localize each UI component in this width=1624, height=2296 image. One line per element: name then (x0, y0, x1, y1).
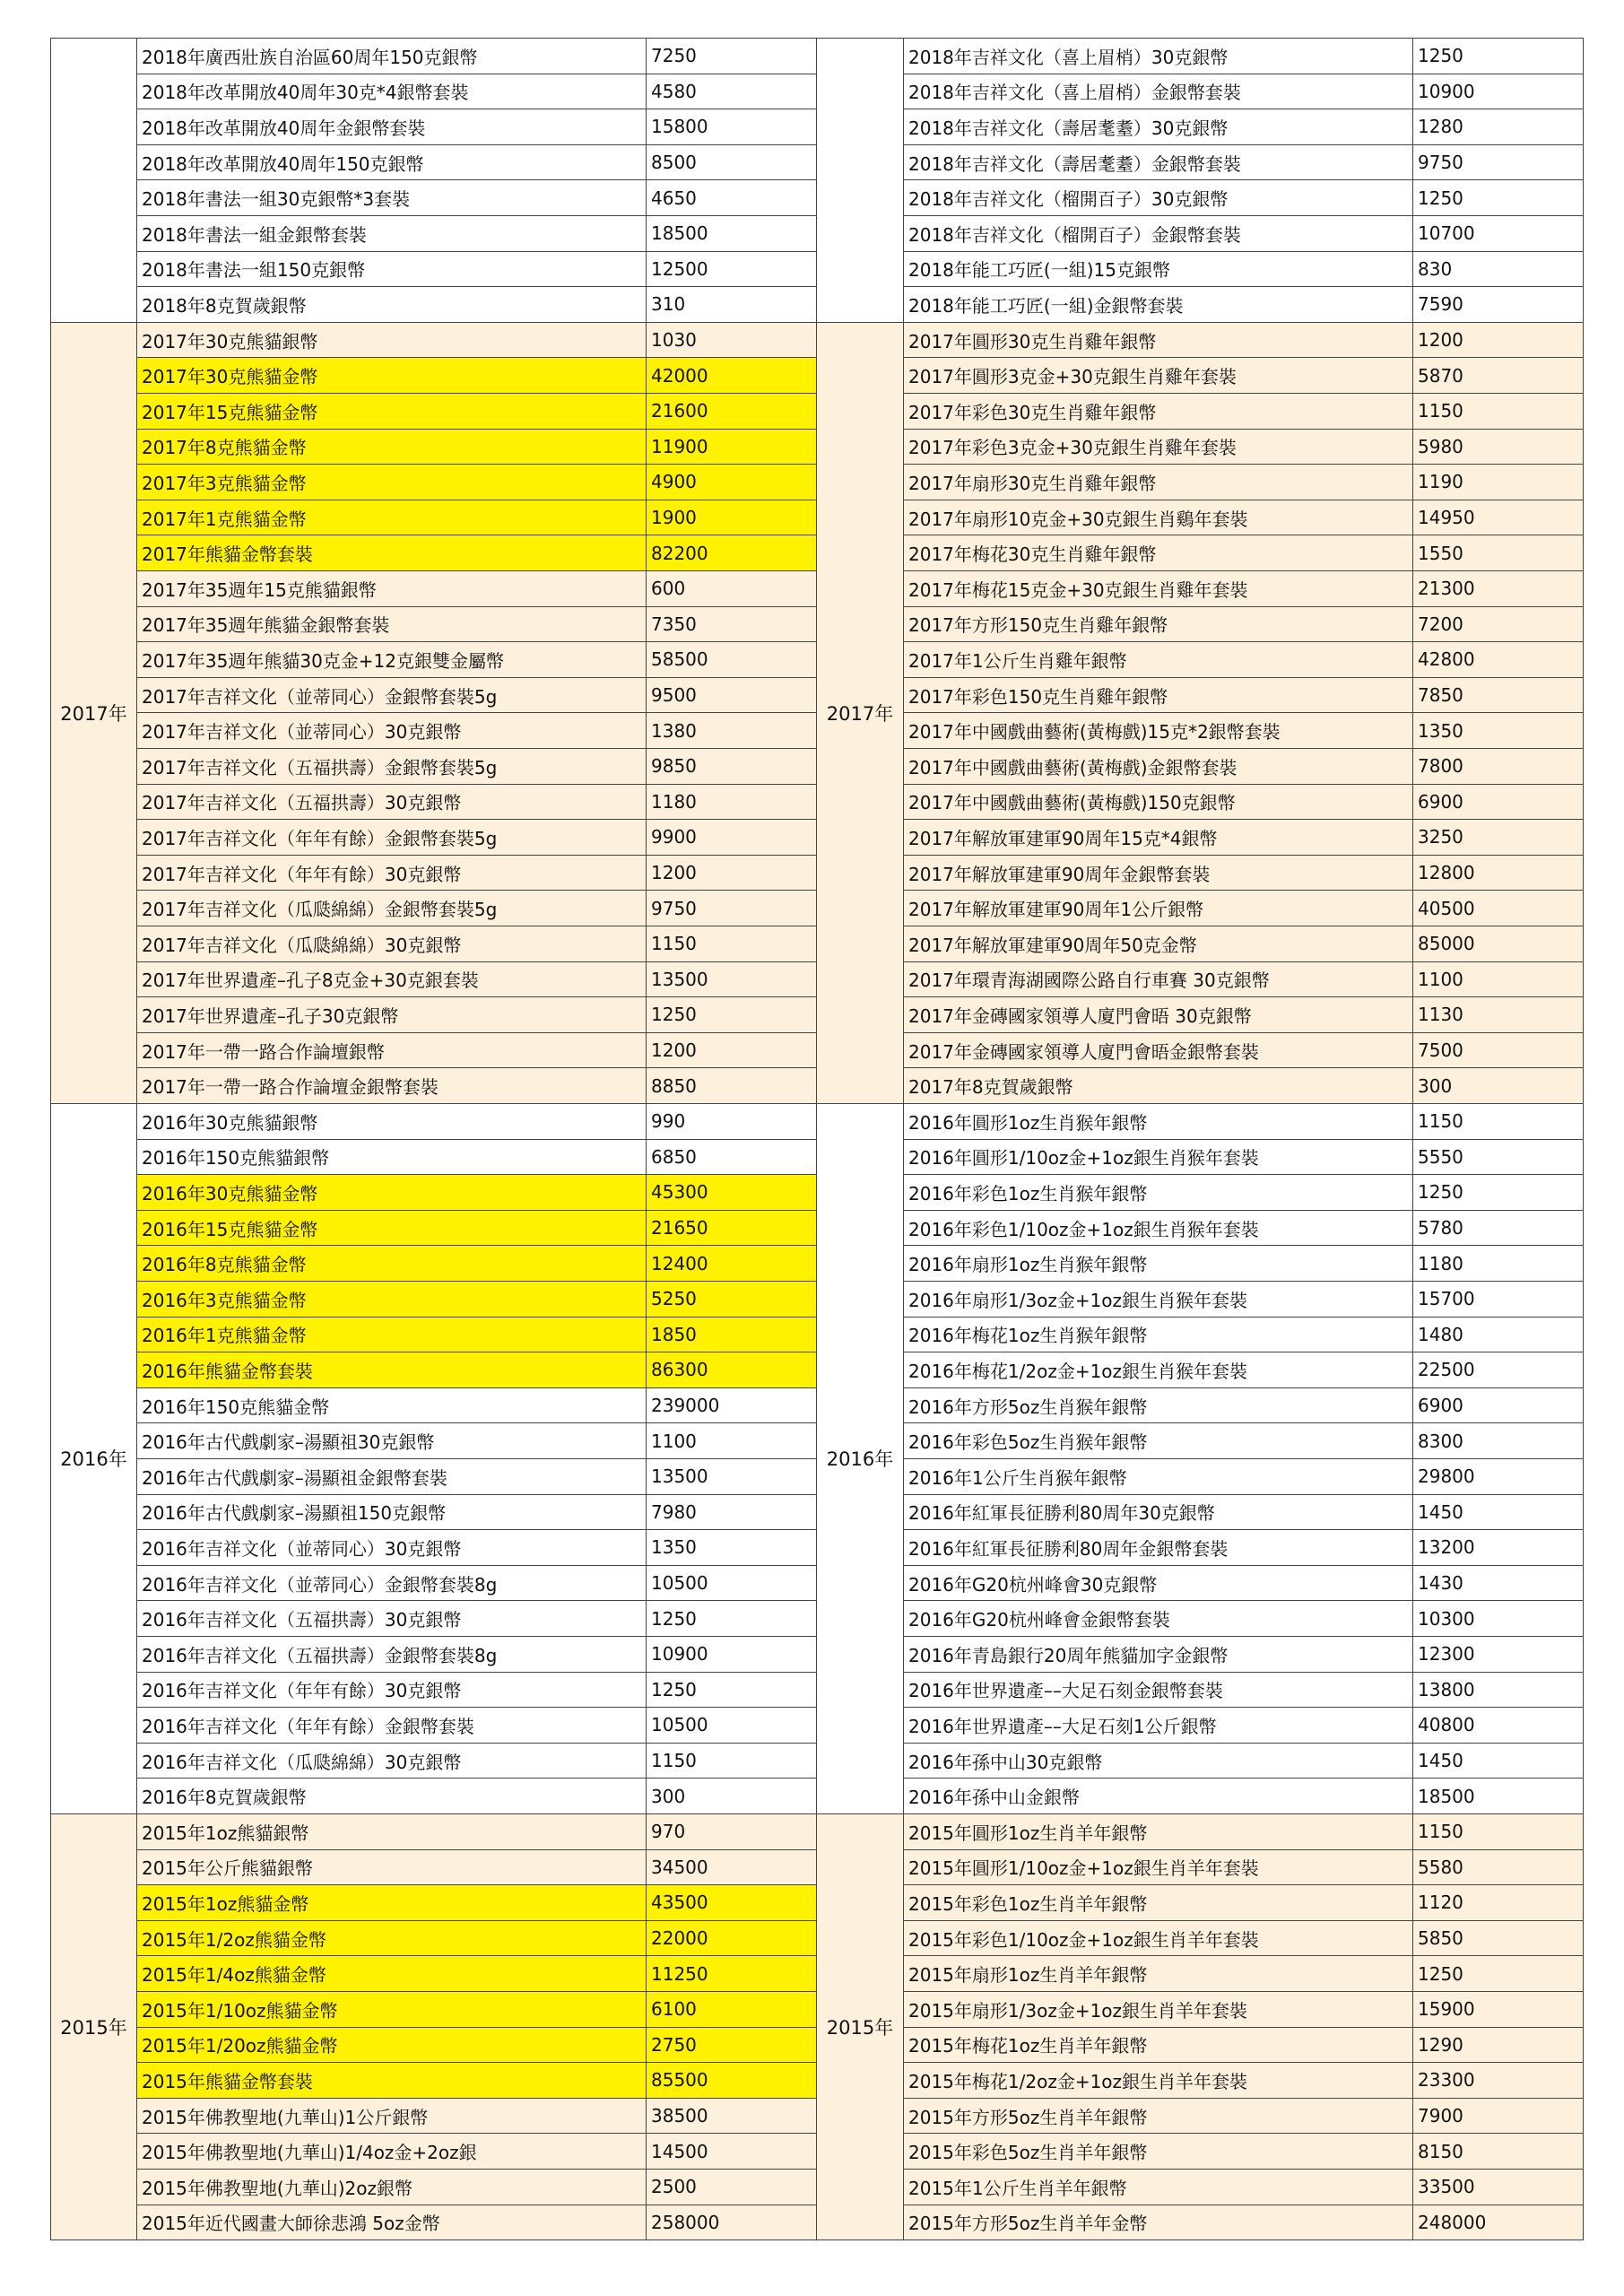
right-item-price: 1430 (1413, 1566, 1584, 1602)
right-item-name: 2017年金磚國家領導人廈門會晤 30克銀幣 (904, 997, 1413, 1033)
right-item-price: 5550 (1413, 1140, 1584, 1176)
right-item-name: 2017年解放軍建軍90周年15克*4銀幣 (904, 820, 1413, 856)
right-item-price: 6900 (1413, 785, 1584, 821)
right-item-price: 1200 (1413, 323, 1584, 359)
left-item-name: 2016年150克熊貓金幣 (137, 1388, 647, 1424)
right-item-name: 2017年解放軍建軍90周年金銀幣套裝 (904, 856, 1413, 891)
right-item-name: 2017年圓形3克金+30克銀生肖雞年套裝 (904, 358, 1413, 394)
right-item-price: 1150 (1413, 394, 1584, 430)
left-item-price: 10500 (647, 1566, 817, 1602)
left-item-name: 2017年30克熊貓金幣 (137, 358, 647, 394)
left-item-price: 1850 (647, 1318, 817, 1353)
right-item-name: 2017年環青海湖國際公路自行車賽 30克銀幣 (904, 962, 1413, 998)
left-item-price: 970 (647, 1814, 817, 1850)
right-item-price: 13200 (1413, 1530, 1584, 1566)
right-item-price: 9750 (1413, 145, 1584, 181)
right-item-name: 2016年孫中山金銀幣 (904, 1779, 1413, 1814)
right-item-name: 2016年世界遺產––大足石刻金銀幣套裝 (904, 1673, 1413, 1709)
left-item-name: 2015年佛教聖地(九華山)1公斤銀幣 (137, 2099, 647, 2135)
right-item-price: 22500 (1413, 1352, 1584, 1388)
left-item-price: 43500 (647, 1885, 817, 1921)
left-item-price: 21600 (647, 394, 817, 430)
left-item-price: 18500 (647, 216, 817, 252)
left-item-price: 4580 (647, 74, 817, 110)
left-item-price: 45300 (647, 1175, 817, 1211)
left-item-price: 85500 (647, 2063, 817, 2099)
right-item-name: 2016年扇形1oz生肖猴年銀幣 (904, 1246, 1413, 1282)
left-item-price: 4650 (647, 180, 817, 216)
left-item-name: 2016年吉祥文化（五福拱壽）金銀幣套裝8g (137, 1637, 647, 1673)
right-item-price: 12300 (1413, 1637, 1584, 1673)
left-item-price: 10500 (647, 1708, 817, 1744)
right-item-name: 2018年能工巧匠(一組)金銀幣套裝 (904, 287, 1413, 323)
left-item-price: 1150 (647, 1744, 817, 1779)
left-item-name: 2017年吉祥文化（年年有餘）30克銀幣 (137, 856, 647, 891)
left-item-price: 310 (647, 287, 817, 323)
right-item-name: 2017年扇形30克生肖雞年銀幣 (904, 465, 1413, 500)
right-item-name: 2018年吉祥文化（榴開百子）30克銀幣 (904, 180, 1413, 216)
right-item-price: 10300 (1413, 1601, 1584, 1637)
right-item-price: 1150 (1413, 1814, 1584, 1850)
right-item-name: 2017年中國戲曲藝術(黃梅戲)150克銀幣 (904, 785, 1413, 821)
left-item-name: 2017年35週年15克熊貓銀幣 (137, 571, 647, 607)
right-item-name: 2016年紅軍長征勝利80周年30克銀幣 (904, 1495, 1413, 1531)
left-item-name: 2015年1oz熊貓金幣 (137, 1885, 647, 1921)
right-item-price: 1250 (1413, 1175, 1584, 1211)
right-item-price: 5980 (1413, 430, 1584, 465)
right-item-price: 1130 (1413, 997, 1584, 1033)
right-item-price: 7900 (1413, 2099, 1584, 2135)
left-item-name: 2017年3克熊貓金幣 (137, 465, 647, 500)
right-item-price: 7200 (1413, 607, 1584, 643)
left-item-name: 2016年古代戲劇家–湯顯祖150克銀幣 (137, 1495, 647, 1531)
right-item-name: 2015年扇形1/3oz金+1oz銀生肖羊年套裝 (904, 1992, 1413, 2028)
left-item-name: 2018年書法一組150克銀幣 (137, 252, 647, 288)
right-item-name: 2017年金磚國家領導人廈門會晤金銀幣套裝 (904, 1033, 1413, 1069)
right-item-name: 2016年彩色1/10oz金+1oz銀生肖猴年套裝 (904, 1211, 1413, 1247)
right-item-name: 2016年世界遺產––大足石刻1公斤銀幣 (904, 1708, 1413, 1744)
left-item-price: 13500 (647, 1459, 817, 1495)
right-item-name: 2016年梅花1oz生肖猴年銀幣 (904, 1318, 1413, 1353)
right-item-price: 248000 (1413, 2205, 1584, 2241)
year-label-left: 2015年 (50, 1814, 137, 2240)
right-item-price: 830 (1413, 252, 1584, 288)
right-item-price: 42800 (1413, 642, 1584, 678)
left-item-price: 34500 (647, 1850, 817, 1886)
right-item-price: 33500 (1413, 2170, 1584, 2205)
left-item-name: 2018年書法一組30克銀幣*3套裝 (137, 180, 647, 216)
price-table (50, 38, 1584, 2240)
right-item-price: 5850 (1413, 1921, 1584, 1957)
left-item-price: 38500 (647, 2099, 817, 2135)
left-item-price: 82200 (647, 535, 817, 571)
right-item-name: 2018年吉祥文化（壽居耄耋）30克銀幣 (904, 109, 1413, 145)
year-label-left: 2016年 (50, 1104, 137, 1814)
left-item-name: 2016年8克熊貓金幣 (137, 1246, 647, 1282)
left-item-name: 2016年吉祥文化（年年有餘）30克銀幣 (137, 1673, 647, 1709)
right-item-name: 2015年梅花1/2oz金+1oz銀生肖羊年套裝 (904, 2063, 1413, 2099)
left-item-name: 2016年吉祥文化（五福拱壽）30克銀幣 (137, 1601, 647, 1637)
left-item-price: 21650 (647, 1211, 817, 1247)
right-item-name: 2018年吉祥文化（壽居耄耋）金銀幣套裝 (904, 145, 1413, 181)
right-item-price: 3250 (1413, 820, 1584, 856)
left-item-name: 2015年佛教聖地(九華山)1/4oz金+2oz銀 (137, 2134, 647, 2170)
left-item-price: 11900 (647, 430, 817, 465)
left-item-name: 2016年150克熊貓銀幣 (137, 1140, 647, 1176)
right-item-price: 1150 (1413, 1104, 1584, 1140)
left-item-price: 9750 (647, 891, 817, 926)
right-item-name: 2018年吉祥文化（榴開百子）金銀幣套裝 (904, 216, 1413, 252)
left-item-price: 600 (647, 571, 817, 607)
left-item-name: 2016年30克熊貓金幣 (137, 1175, 647, 1211)
right-item-price: 1350 (1413, 713, 1584, 749)
left-item-price: 4900 (647, 465, 817, 500)
right-item-price: 1250 (1413, 1956, 1584, 1992)
year-block (50, 1104, 1584, 1814)
right-item-price: 1250 (1413, 180, 1584, 216)
year-label-right: 2016年 (817, 1104, 904, 1814)
left-item-name: 2018年廣西壯族自治區60周年150克銀幣 (137, 39, 647, 74)
right-item-name: 2017年梅花30克生肖雞年銀幣 (904, 535, 1413, 571)
left-item-name: 2017年一帶一路合作論壇金銀幣套裝 (137, 1068, 647, 1104)
right-item-price: 1290 (1413, 2028, 1584, 2064)
right-item-price: 1480 (1413, 1318, 1584, 1353)
right-item-price: 300 (1413, 1068, 1584, 1104)
right-item-name: 2015年扇形1oz生肖羊年銀幣 (904, 1956, 1413, 1992)
left-item-price: 14500 (647, 2134, 817, 2170)
left-item-price: 1150 (647, 926, 817, 962)
right-item-price: 40800 (1413, 1708, 1584, 1744)
right-item-price: 1190 (1413, 465, 1584, 500)
right-item-name: 2017年方形150克生肖雞年銀幣 (904, 607, 1413, 643)
right-item-price: 7590 (1413, 287, 1584, 323)
right-item-name: 2016年梅花1/2oz金+1oz銀生肖猴年套裝 (904, 1352, 1413, 1388)
left-item-price: 1250 (647, 1673, 817, 1709)
left-item-name: 2016年1克熊貓金幣 (137, 1318, 647, 1353)
left-item-price: 7250 (647, 39, 817, 74)
right-item-price: 5780 (1413, 1211, 1584, 1247)
year-label-right: 2015年 (817, 1814, 904, 2240)
left-item-name: 2017年吉祥文化（五福拱壽）金銀幣套裝5g (137, 749, 647, 785)
left-item-price: 8500 (647, 145, 817, 181)
right-item-price: 10900 (1413, 74, 1584, 110)
left-item-name: 2015年公斤熊貓銀幣 (137, 1850, 647, 1886)
right-item-name: 2016年青島銀行20周年熊貓加字金銀幣 (904, 1637, 1413, 1673)
left-item-price: 1900 (647, 500, 817, 536)
right-item-price: 23300 (1413, 2063, 1584, 2099)
left-item-name: 2016年15克熊貓金幣 (137, 1211, 647, 1247)
left-item-name: 2017年吉祥文化（瓜瓞綿綿）30克銀幣 (137, 926, 647, 962)
right-item-name: 2016年扇形1/3oz金+1oz銀生肖猴年套裝 (904, 1282, 1413, 1318)
right-item-price: 13800 (1413, 1673, 1584, 1709)
year-block (50, 1814, 1584, 2240)
right-item-price: 1120 (1413, 1885, 1584, 1921)
left-item-price: 15800 (647, 109, 817, 145)
left-item-price: 42000 (647, 358, 817, 394)
left-item-name: 2016年吉祥文化（並蒂同心）30克銀幣 (137, 1530, 647, 1566)
right-item-price: 1450 (1413, 1744, 1584, 1779)
left-item-price: 6850 (647, 1140, 817, 1176)
right-item-price: 1180 (1413, 1246, 1584, 1282)
left-item-price: 239000 (647, 1388, 817, 1424)
right-item-name: 2018年吉祥文化（喜上眉梢）金銀幣套裝 (904, 74, 1413, 110)
left-item-price: 11250 (647, 1956, 817, 1992)
left-item-price: 1200 (647, 1033, 817, 1069)
year-label-right: 2017年 (817, 323, 904, 1104)
right-item-price: 8150 (1413, 2134, 1584, 2170)
left-item-price: 1250 (647, 1601, 817, 1637)
right-item-name: 2017年彩色3克金+30克銀生肖雞年套裝 (904, 430, 1413, 465)
left-item-price: 58500 (647, 642, 817, 678)
right-item-name: 2017年彩色30克生肖雞年銀幣 (904, 394, 1413, 430)
left-item-price: 7980 (647, 1495, 817, 1531)
right-item-price: 1450 (1413, 1495, 1584, 1531)
left-item-name: 2018年改革開放40周年金銀幣套裝 (137, 109, 647, 145)
right-item-name: 2017年圓形30克生肖雞年銀幣 (904, 323, 1413, 359)
right-item-price: 85000 (1413, 926, 1584, 962)
left-item-price: 12500 (647, 252, 817, 288)
left-item-price: 22000 (647, 1921, 817, 1957)
left-item-price: 1180 (647, 785, 817, 821)
left-item-name: 2015年佛教聖地(九華山)2oz銀幣 (137, 2170, 647, 2205)
left-item-price: 12400 (647, 1246, 817, 1282)
left-item-name: 2018年書法一組金銀幣套裝 (137, 216, 647, 252)
right-item-name: 2015年1公斤生肖羊年銀幣 (904, 2170, 1413, 2205)
left-item-name: 2016年古代戲劇家–湯顯祖金銀幣套裝 (137, 1459, 647, 1495)
right-item-price: 1550 (1413, 535, 1584, 571)
left-item-price: 6100 (647, 1992, 817, 2028)
left-item-price: 10900 (647, 1637, 817, 1673)
right-item-name: 2016年圓形1oz生肖猴年銀幣 (904, 1104, 1413, 1140)
left-item-price: 8850 (647, 1068, 817, 1104)
right-item-name: 2017年彩色150克生肖雞年銀幣 (904, 678, 1413, 714)
left-item-name: 2015年1/2oz熊貓金幣 (137, 1921, 647, 1957)
right-item-price: 8300 (1413, 1423, 1584, 1459)
left-item-name: 2015年1oz熊貓銀幣 (137, 1814, 647, 1850)
right-item-name: 2016年圓形1/10oz金+1oz銀生肖猴年套裝 (904, 1140, 1413, 1176)
right-item-name: 2016年G20杭州峰會30克銀幣 (904, 1566, 1413, 1602)
right-item-price: 1250 (1413, 39, 1584, 74)
right-item-name: 2017年8克賀歲銀幣 (904, 1068, 1413, 1104)
right-item-name: 2017年解放軍建軍90周年50克金幣 (904, 926, 1413, 962)
left-item-price: 5250 (647, 1282, 817, 1318)
left-item-name: 2016年吉祥文化（年年有餘）金銀幣套裝 (137, 1708, 647, 1744)
right-item-name: 2015年方形5oz生肖羊年銀幣 (904, 2099, 1413, 2135)
left-item-price: 258000 (647, 2205, 817, 2241)
right-item-price: 29800 (1413, 1459, 1584, 1495)
right-item-price: 5870 (1413, 358, 1584, 394)
left-item-name: 2018年8克賀歲銀幣 (137, 287, 647, 323)
left-item-price: 1250 (647, 997, 817, 1033)
left-item-price: 1380 (647, 713, 817, 749)
right-item-price: 1280 (1413, 109, 1584, 145)
left-item-name: 2016年吉祥文化（並蒂同心）金銀幣套裝8g (137, 1566, 647, 1602)
left-item-price: 2500 (647, 2170, 817, 2205)
right-item-price: 7800 (1413, 749, 1584, 785)
left-item-price: 9900 (647, 820, 817, 856)
left-item-name: 2016年30克熊貓銀幣 (137, 1104, 647, 1140)
left-item-price: 7350 (647, 607, 817, 643)
left-item-name: 2017年35週年熊貓金銀幣套裝 (137, 607, 647, 643)
right-item-price: 15900 (1413, 1992, 1584, 2028)
right-item-name: 2016年G20杭州峰會金銀幣套裝 (904, 1601, 1413, 1637)
left-item-price: 86300 (647, 1352, 817, 1388)
left-item-name: 2016年吉祥文化（瓜瓞綿綿）30克銀幣 (137, 1744, 647, 1779)
right-item-price: 21300 (1413, 571, 1584, 607)
left-item-name: 2017年世界遺產–孔子30克銀幣 (137, 997, 647, 1033)
right-item-name: 2015年圓形1oz生肖羊年銀幣 (904, 1814, 1413, 1850)
left-item-price: 1350 (647, 1530, 817, 1566)
left-item-price: 990 (647, 1104, 817, 1140)
right-item-name: 2017年解放軍建軍90周年1公斤銀幣 (904, 891, 1413, 926)
right-item-name: 2015年梅花1oz生肖羊年銀幣 (904, 2028, 1413, 2064)
left-item-name: 2015年1/4oz熊貓金幣 (137, 1956, 647, 1992)
right-item-price: 40500 (1413, 891, 1584, 926)
year-label-left: 2017年 (50, 323, 137, 1104)
left-item-name: 2017年吉祥文化（並蒂同心）金銀幣套裝5g (137, 678, 647, 714)
left-item-price: 300 (647, 1779, 817, 1814)
left-item-name: 2015年1/10oz熊貓金幣 (137, 1992, 647, 2028)
right-item-price: 12800 (1413, 856, 1584, 891)
left-item-name: 2017年30克熊貓銀幣 (137, 323, 647, 359)
left-item-name: 2017年35週年熊貓30克金+12克銀雙金屬幣 (137, 642, 647, 678)
right-item-name: 2018年能工巧匠(一組)15克銀幣 (904, 252, 1413, 288)
left-item-name: 2015年1/20oz熊貓金幣 (137, 2028, 647, 2064)
right-item-price: 14950 (1413, 500, 1584, 536)
right-item-name: 2017年1公斤生肖雞年銀幣 (904, 642, 1413, 678)
left-item-name: 2016年3克熊貓金幣 (137, 1282, 647, 1318)
right-item-price: 10700 (1413, 216, 1584, 252)
left-item-name: 2017年吉祥文化（並蒂同心）30克銀幣 (137, 713, 647, 749)
left-item-name: 2017年吉祥文化（瓜瓞綿綿）金銀幣套裝5g (137, 891, 647, 926)
right-item-name: 2017年梅花15克金+30克銀生肖雞年套裝 (904, 571, 1413, 607)
left-item-price: 1100 (647, 1423, 817, 1459)
right-item-price: 6900 (1413, 1388, 1584, 1424)
left-item-name: 2017年吉祥文化（年年有餘）金銀幣套裝5g (137, 820, 647, 856)
right-item-price: 18500 (1413, 1779, 1584, 1814)
right-item-price: 1100 (1413, 962, 1584, 998)
right-item-name: 2015年彩色5oz生肖羊年銀幣 (904, 2134, 1413, 2170)
right-item-name: 2016年1公斤生肖猴年銀幣 (904, 1459, 1413, 1495)
right-item-name: 2016年彩色5oz生肖猴年銀幣 (904, 1423, 1413, 1459)
year-label-right (817, 39, 904, 323)
left-item-price: 1030 (647, 323, 817, 359)
left-item-name: 2017年世界遺產–孔子8克金+30克銀套裝 (137, 962, 647, 998)
right-item-name: 2015年圓形1/10oz金+1oz銀生肖羊年套裝 (904, 1850, 1413, 1886)
left-item-price: 1200 (647, 856, 817, 891)
right-item-price: 7850 (1413, 678, 1584, 714)
right-item-name: 2016年彩色1oz生肖猴年銀幣 (904, 1175, 1413, 1211)
right-item-name: 2018年吉祥文化（喜上眉梢）30克銀幣 (904, 39, 1413, 74)
left-item-price: 9850 (647, 749, 817, 785)
left-item-name: 2015年熊貓金幣套裝 (137, 2063, 647, 2099)
left-item-name: 2017年吉祥文化（五福拱壽）30克銀幣 (137, 785, 647, 821)
right-item-name: 2015年彩色1oz生肖羊年銀幣 (904, 1885, 1413, 1921)
right-item-name: 2017年中國戲曲藝術(黃梅戲)15克*2銀幣套裝 (904, 713, 1413, 749)
left-item-name: 2017年1克熊貓金幣 (137, 500, 647, 536)
right-item-name: 2017年扇形10克金+30克銀生肖鷄年套裝 (904, 500, 1413, 536)
left-item-price: 2750 (647, 2028, 817, 2064)
year-block (50, 38, 1584, 323)
left-item-price: 13500 (647, 962, 817, 998)
left-item-name: 2016年古代戲劇家–湯顯祖30克銀幣 (137, 1423, 647, 1459)
right-item-price: 7500 (1413, 1033, 1584, 1069)
left-item-name: 2016年8克賀歲銀幣 (137, 1779, 647, 1814)
left-item-name: 2017年熊貓金幣套裝 (137, 535, 647, 571)
left-item-name: 2018年改革開放40周年150克銀幣 (137, 145, 647, 181)
left-item-name: 2018年改革開放40周年30克*4銀幣套裝 (137, 74, 647, 110)
right-item-name: 2015年彩色1/10oz金+1oz銀生肖羊年套裝 (904, 1921, 1413, 1957)
right-item-name: 2017年中國戲曲藝術(黃梅戲)金銀幣套裝 (904, 749, 1413, 785)
left-item-name: 2015年近代國畫大師徐悲鴻 5oz金幣 (137, 2205, 647, 2241)
year-label-left (50, 39, 137, 323)
left-item-name: 2016年熊貓金幣套裝 (137, 1352, 647, 1388)
left-item-name: 2017年8克熊貓金幣 (137, 430, 647, 465)
right-item-name: 2016年紅軍長征勝利80周年金銀幣套裝 (904, 1530, 1413, 1566)
left-item-name: 2017年15克熊貓金幣 (137, 394, 647, 430)
left-item-price: 9500 (647, 678, 817, 714)
right-item-price: 15700 (1413, 1282, 1584, 1318)
left-item-name: 2017年一帶一路合作論壇銀幣 (137, 1033, 647, 1069)
right-item-price: 5580 (1413, 1850, 1584, 1886)
right-item-name: 2016年方形5oz生肖猴年銀幣 (904, 1388, 1413, 1424)
right-item-name: 2015年方形5oz生肖羊年金幣 (904, 2205, 1413, 2241)
right-item-name: 2016年孫中山30克銀幣 (904, 1744, 1413, 1779)
year-block (50, 323, 1584, 1104)
